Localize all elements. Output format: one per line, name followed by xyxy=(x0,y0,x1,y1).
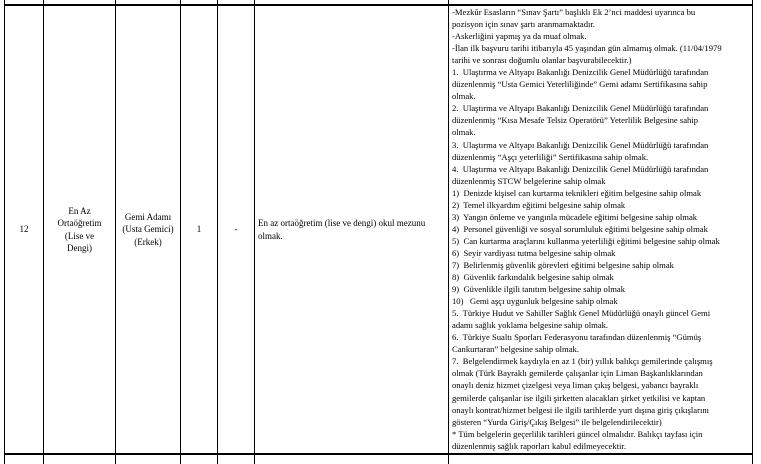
cell-position-count xyxy=(181,6,218,453)
text-line: -Askerliğini yapmış ya da muaf olmak. xyxy=(452,31,587,42)
text-line: 1. Ulaştırma ve Altyapı Bakanlığı Denizcilik Genel Müdürlüğü tarafından xyxy=(452,67,709,78)
sliver-cell xyxy=(116,455,181,464)
text-line: düzenlenmiş “Usta Gemici Yeterliliğinde” Gemi adamı Sertifikasına sahip xyxy=(452,79,708,90)
text-line: -Mezkûr Esasların “Sınav Şartı” başlıklı Ek 2’nci maddesi uyarınca bu xyxy=(452,7,696,17)
text-line: 1) Denizde kişisel can kurtarma teknikleri eğitim belgesine sahip olmak xyxy=(452,187,702,198)
text-line: 7) Belirlenmiş güvenlik görevleri eğitimi belgesine sahip olmak xyxy=(452,259,674,270)
cell-special-requirements xyxy=(449,6,752,453)
text-line: 3) Yangın önleme ve yangınla mücadele eğitimi belgesine sahip olmak xyxy=(452,211,698,222)
text-line: düzenlenmiş “Aşçı yeterliliği” Sertifikasına sahip olmak. xyxy=(452,151,649,162)
cell-education-level xyxy=(44,6,116,453)
text-line: tarihi ve sonrası doğumlu olanlar başvurabilecektir.) xyxy=(452,55,632,66)
text-line: olmak (Türk Bayraklı gemilerde çalışanlar için Liman Başkanlıklarından xyxy=(452,368,703,379)
text-line: 7. Belgelendirmek kaydıyla en az 1 (bir) yıllık balıkçı gemilerinde çalışmış xyxy=(452,356,713,367)
text-line: adamı sağlık yoklama belgesine sahip olmak. xyxy=(452,320,609,331)
text-line: düzenlenmiş “Kısa Mesafe Telsiz Operatörü” Yeterlilik Belgesine sahip xyxy=(452,115,699,126)
text-line: En Az xyxy=(68,205,91,216)
text-line: (Lise ve xyxy=(64,230,95,241)
sliver-cell xyxy=(218,455,255,464)
position-count-text: 1 xyxy=(196,224,202,235)
row-number-text: 12 xyxy=(19,224,29,235)
text-line: olmak. xyxy=(452,127,476,138)
text-line: 6) Seyir vardiyası tutma belgesine sahip olmak xyxy=(452,247,616,258)
text-line: (Usta Gemici) xyxy=(122,224,174,235)
sliver-cell xyxy=(181,455,218,464)
text-line: 3. Ulaştırma ve Altyapı Bakanlığı Denizcilik Genel Müdürlüğü tarafından xyxy=(452,139,709,150)
text-line: 6. Türkiye Sualtı Sporları Federasyonu tarafından düzenlenmiş “Gümüş xyxy=(452,332,702,343)
sliver-cell xyxy=(449,455,752,464)
sliver-cell xyxy=(5,455,44,464)
text-line: 8) Güvenlik farkındalık belgesine sahip olmak xyxy=(452,272,614,283)
sliver-cell xyxy=(255,455,449,464)
text-line: gemilerde çalışanlar ise ilgili şirketten alacakları şirket yetkilisi ve kaptan xyxy=(452,392,706,403)
cell-position-title xyxy=(116,6,181,453)
text-line: düzenlenmiş STCW belgelerine sahip olmak xyxy=(452,175,606,186)
text-line: 4) Personel güvenliği ve sosyal sorumluluk eğitimi belgesine sahip olmak xyxy=(452,223,708,234)
cell-general-requirement xyxy=(255,6,449,453)
cell-row-number xyxy=(5,6,44,453)
text-line: onaylı deniz hizmet çizelgesi veya liman çıkış belgesi, yabancı bayraklı xyxy=(452,380,699,391)
sliver-cell xyxy=(44,455,116,464)
text-line: (Erkek) xyxy=(134,236,162,247)
text-line: 2) Temel ilkyardım eğitimi belgesine sahip olmak xyxy=(452,199,626,210)
text-line: 9) Güvenlikle ilgili tanıtım belgesine sahip olmak xyxy=(452,284,626,295)
text-line: Gemi Adamı xyxy=(124,211,172,222)
text-line: 2. Ulaştırma ve Altyapı Bakanlığı Denizcilik Genel Müdürlüğü tarafından xyxy=(452,103,709,114)
text-line: -İlan ilk başvuru tarihi itibarıyla 45 yaşından gün almamış olmak. (11/04/1979 xyxy=(452,43,722,54)
text-line: * Tüm belgelerin geçerlilik tarihleri güncel olmalıdır. Balıkçı tayfası için xyxy=(452,428,703,439)
text-line: 4. Ulaştırma ve Altyapı Bakanlığı Denizcilik Genel Müdürlüğü tarafından xyxy=(452,163,709,174)
text-line: olmak. xyxy=(452,91,476,102)
table-row-12 xyxy=(4,4,753,455)
text-line: düzenlenmiş sağlık raporları kabul edilmeyecektir. xyxy=(452,440,626,451)
text-line: 5) Can kurtarma araçlarını kullanma yeterliliği eğitimi belgesine sahip olmak xyxy=(452,235,720,246)
text-line: En az ortaöğretim (lise ve dengi) okul mezunu xyxy=(258,218,426,229)
text-line: Ortaöğretim xyxy=(57,218,102,229)
score-requirement-text: - xyxy=(234,224,238,235)
text-line: onaylı kontrat/hizmet belgesi ile ilgili tarihlerde yurt dışına giriş çıkışlarını xyxy=(452,404,710,415)
text-line: 10) Gemi aşçı uygunluk belgesine sahip olmak xyxy=(452,296,618,307)
table-bottom-row-sliver xyxy=(4,455,753,464)
text-line: gösteren “Yurda Giriş/Çıkış Belgesi” ile belgelendirilecektir) xyxy=(452,416,662,427)
text-line: pozisyon için sınav şartı aranmamaktadır. xyxy=(452,19,595,30)
text-line: Dengi) xyxy=(67,242,92,253)
text-line: olmak. xyxy=(258,230,283,241)
cell-score-requirement xyxy=(218,6,255,453)
text-line: 5. Türkiye Hudut ve Sahiller Sağlık Genel Müdürlüğü onaylı güncel Gemi xyxy=(452,308,711,319)
text-line: Cankurtaran” belgesine sahip olmak. xyxy=(452,344,579,355)
